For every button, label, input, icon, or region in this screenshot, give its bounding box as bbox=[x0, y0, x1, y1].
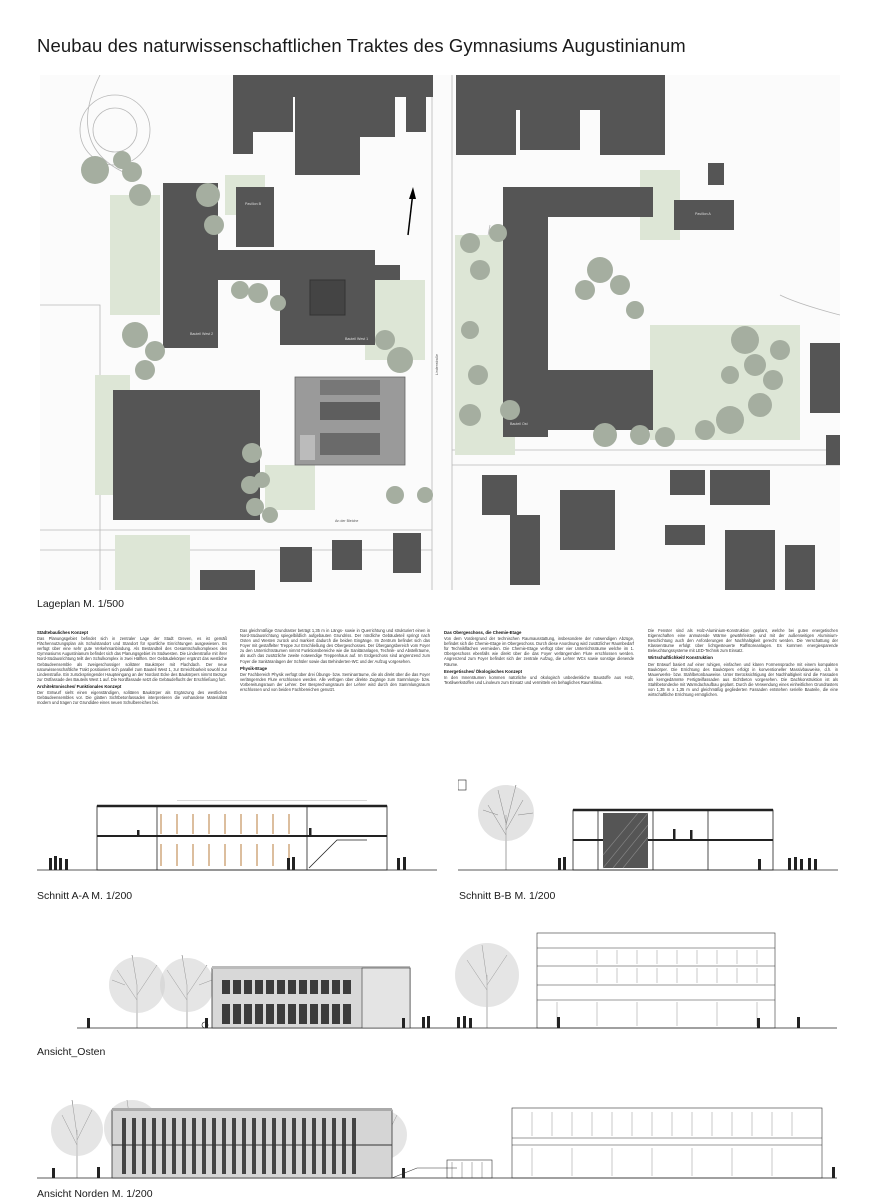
col4-body-2: Der Entwurf basiert auf einer ruhigen, einfachen und klaren Formensprache mit einem kompakten Baukörper. Die Errichtung des Baukörpers erfolgt in konventioneller Massivbauweise, d.h. in Mauerwerks- bzw. Stahlbetonbauweise. Unter Berücksichtigung der Nachhaltigkeit sind die Fassaden als kerngedämmte Fertigteilfassaden aus Sichtbeton vorgesehen. Die Dachkonstruktion ist als Stahlbetondecke mit Warmdachaufbau geplant. Durch die Verwendung eines einheitlichen Grundrasters von 1,35 m x 1,35 m und gleichmäßig gegliederten Fassaden entstehen serielle Bauteile, die eine wirtschaftliche Errichtung ermöglichen. bbox=[648, 661, 838, 698]
caption-lageplan: Lageplan M. 1/500 bbox=[37, 598, 124, 610]
text-column-1 bbox=[37, 628, 227, 707]
section-a-a-drawing bbox=[37, 800, 437, 875]
text-column-3 bbox=[444, 628, 634, 687]
caption-ansicht-osten: Ansicht_Osten bbox=[37, 1046, 106, 1058]
site-plan bbox=[40, 75, 840, 590]
col3-body-2: In den Innenräumen kommen natürliche und ökologisch unbedenkliche Baustoffe aus Holz, Textilwerkstoffen und Linoleum zum Einsatz und vermitteln ein behagliches Raumklima. bbox=[444, 674, 634, 685]
caption-schnitt-bb: Schnitt B-B M. 1/200 bbox=[459, 890, 556, 902]
elevation-east-drawing bbox=[37, 930, 837, 1030]
col4-heading-2: Wirtschaftlichkeit/ Konstruktion bbox=[648, 655, 713, 661]
caption-schnitt-aa: Schnitt A-A M. 1/200 bbox=[37, 890, 133, 902]
col1-heading-1: Städtebauliches Konzept bbox=[37, 630, 89, 635]
label-lindenstrasse: Lindenstraße bbox=[435, 354, 439, 375]
page-title: Neubau des naturwissenschaftlichen Traktes des Gymnasiums Augustinianum bbox=[37, 35, 686, 56]
label-bauteil-west-1: Bauteil West 1 bbox=[345, 337, 369, 341]
text-column-4 bbox=[648, 628, 838, 699]
col1-body-2: Der Entwurf sieht einen eigenständigen, solitären Baukörper als Ergänzung des westlichen Gebäudeensembles vor. Die glatten Sichtbetonfassaden interpretieren die vorhandene Materialität modern und tragen zur Grundidee eines neuen Schulbereiches bei. bbox=[37, 690, 227, 706]
col4-body-1: Die Fenster sind als Holz-Aluminium-Konstruktion geplant, welche bei guten energetischen Eigenschaften eine anmutende Wärme gewährleisten und mit der außenseitigen Aluminium-Beschichtung auch den Anforderungen der Nachhaltigkeit gerecht werden. Die Verschattung der Klassenräume erfolgt über lichtgesteuerte Raffstoreanlagen. Es kommen energiesparende Beleuchtungssysteme mit LED-Technik zum Einsatz. bbox=[648, 628, 838, 654]
col2-heading-2: Physik-Etage bbox=[240, 665, 267, 671]
label-pavillon-b: Pavillon B bbox=[245, 202, 261, 206]
label-bauteil-west-2: Bauteil West 2 bbox=[190, 332, 214, 336]
col3-heading-2: Energetisches/ Ökologisches Konzept bbox=[444, 668, 523, 674]
section-b-b-drawing bbox=[458, 775, 838, 875]
col2-body-1: Das gleichmäßige Grundraster beträgt 1,35 m in Längs- sowie in Querrichtung und strukturiert einen in Nord-Südausrichtung spiegelbildlich aufgebauten Grundriss. Der nördliche Gebäudeteil springt nach Osten und Westen zurück und markiert dadurch die beiden Eingänge. Im Zentrum befindet sich das Foyer mit gestaffelter Treppe zur Erschließung des Obergeschosses. Der Übergangsbereich vom Foyer zu den Unterrichtsräumen nimmt Funktionsbereiche wie die Sanitäranlagen, Technik- und Abstellräume, als auch das zusätzliche zweite notwendige Treppenhaus auf. Im Erdgeschoss sind angrenzend zum Foyer die Sanitäranlagen der Schüler sowie das Behinderten-WC und der Aufzug vorgesehen. bbox=[240, 628, 430, 664]
caption-ansicht-norden: Ansicht Norden M. 1/200 bbox=[37, 1188, 153, 1200]
col3-body-1: Von dem Vordergrund der technischen Raumausstattung, insbesondere der notwendigen Abzüge, befindet sich die Chemie-Etage im Obergeschoss. Durch diese Anordnung wird zusätzlicher Raumbedarf für Technikflächen vermieden. Die Chemie-Etage verfügt über vier Unterrichtsräume welche im 1. Obergeschoss ebenfalls wie direkt über die das Foyer verlängernden Flure erschlossen werden. Angrenzend zum Foyer befindet sich der zentrale Aufzug, die Lehrer WCs sowie sonstige dienende Räume. bbox=[444, 636, 635, 667]
col3-heading-1: Das Obergeschoss, die Chemie-Etage bbox=[444, 630, 522, 635]
text-column-2 bbox=[240, 628, 430, 694]
label-pavillon-a: Pavillon A bbox=[695, 212, 711, 216]
col1-body-1: Das Planungsgebiet befindet sich in zentraler Lage der Stadt Greven, es ist gemäß Flächennutzungsplan als Schulstandort und Standort für sportliche Einrichtungen ausgewiesen. Es verfügt über eine sehr gute Verkehrsanbindung. Als Bestandteil des Gesamtschulkomplexes des Gymnasiums Augustinianum befindet sich das Planungsgebiet im Südwesten. Die Lindenstraße mit ihrer Nord-Südausrichtung teilt den Schulkomplex in zwei Hälften. Der Gebäudekörper ergänzt das westliche Gebäudeensemble als zweigeschossiger solitärer Baukörper mit Flachdach. Der neue naturwissenschaftliche Trakt positioniert sich parallel zum Bauteil West 1, zur Erreichbarkeit sowohl zur Lindenstraße. Ein zurückspringender Haupteingang an der Nordost Ecke des Baukörpers nimmt Bezüge zur Ostfassade des Bauteils West 1 auf. Die Nordfassade setzt die Gebäudeflucht der Erschließung fort. bbox=[37, 636, 227, 682]
col2-body-2: Der Fachbereich Physik verfügt über drei Übungs- bzw. Seminarräume, die als direkt über die das Foyer verlängernden Flure erschlossen werden. Alle verfügen über direkte Zugänge zum Sammlungs- bzw. Vorbereitungsraum der Lehrer. Der Besprechungsraum der Lehrer wird durch den Sammlungsraum erschlossen und von beiden Fachbereichen genutzt. bbox=[240, 671, 430, 693]
col1-heading-2: Architektonisches/ Funktionales Konzept bbox=[37, 683, 122, 689]
elevation-north-drawing bbox=[37, 1090, 837, 1185]
label-an-der-bleiche: An der Bleiche bbox=[335, 519, 359, 523]
label-bauteil-ost: Bauteil Ost bbox=[510, 422, 528, 426]
